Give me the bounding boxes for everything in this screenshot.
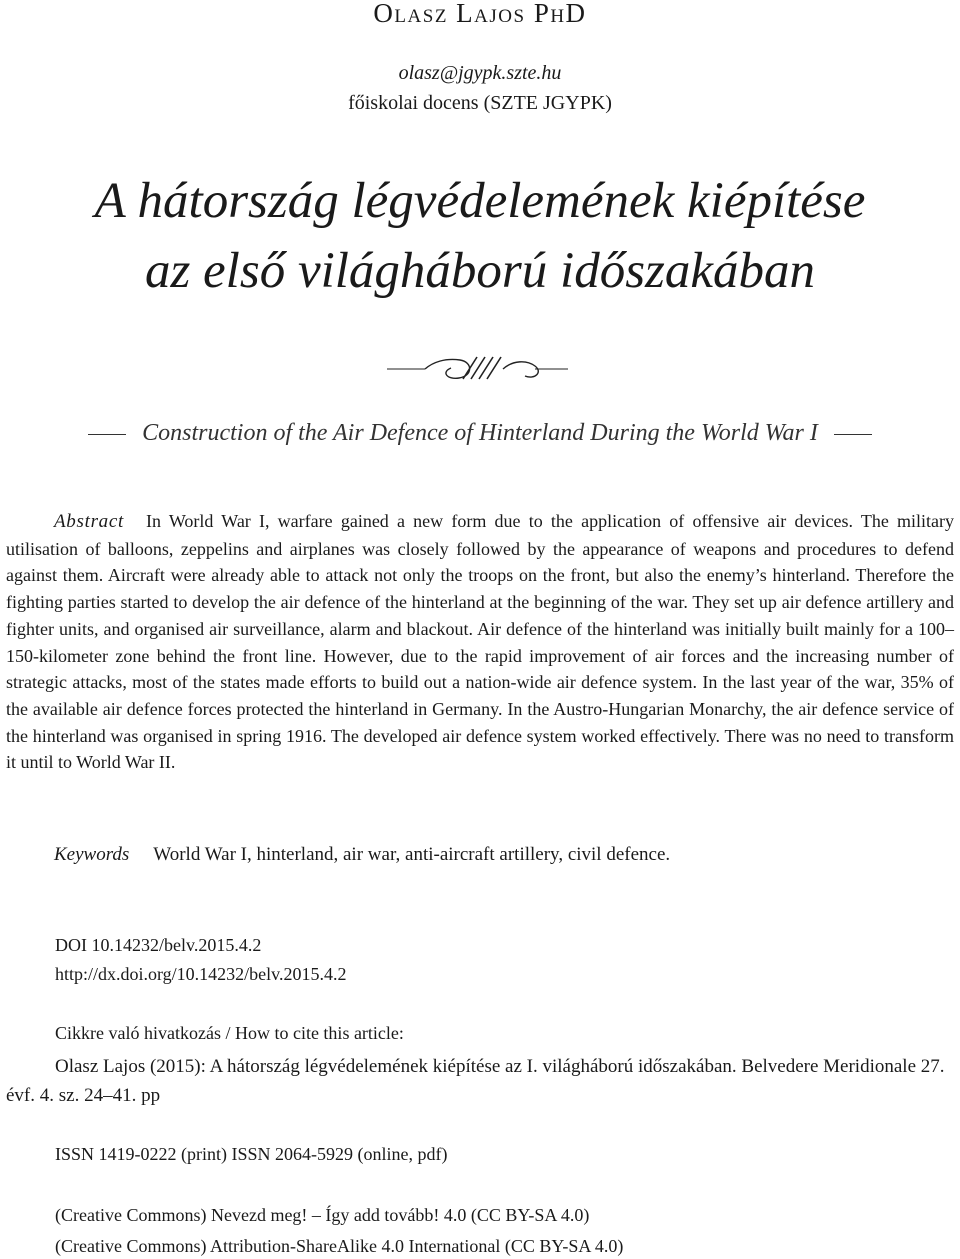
license-hungarian: (Creative Commons) Nevezd meg! – Így add tovább! 4.0 (CC BY-SA 4.0) — [55, 1205, 590, 1225]
author-name: Olasz Lajos PhD — [373, 0, 587, 28]
subtitle-dash-left — [88, 434, 126, 435]
author-position: főiskolai docens (SZTE JGYPK) — [348, 92, 612, 114]
abstract-block — [6, 508, 954, 776]
keywords-block — [54, 841, 670, 869]
english-subtitle — [0, 417, 960, 449]
abstract-label: Abstract — [54, 511, 124, 532]
title-ornament-flourish — [385, 352, 570, 386]
issn-line: ISSN 1419-0222 (print) ISSN 2064-5929 (online, pdf) — [55, 1144, 448, 1164]
doi-line: DOI 10.14232/belv.2015.4.2 — [55, 935, 262, 955]
doi-url-link[interactable]: http://dx.doi.org/10.14232/belv.2015.4.2 — [55, 964, 347, 984]
abstract-text: In World War I, warfare gained a new form due to the application of offensive air devices. The military utilisation of balloons, zeppelins and airplanes was closely followed by the appearance of weapons and procedures to defend against them. Aircraft were already able to attack not only the troops on the front, but also the enemy’s hinterland. Therefore the fighting parties started to develop the air defence of the hinterland at the beginning of the war. They set up air defence artillery and fighter units, and organised air surveillance, alarm and blackout. Air defence of the hinterland was initially built mainly for a 100–150-kilometer zone behind the front line. However, due to the rapid improvement of air forces and the increasing number of strategic attacks, most of the states made efforts to build out a nation-wide air defence system. In the last year of the war, 35% of the available air defence forces protected the hinterland in Germany. In the Austro-Hungarian Monarchy, the air defence service of the hinterland was organised in spring 1916. The developed air defence system worked effectively. There was no need to transform it until to World War II. — [6, 511, 954, 773]
keywords-text: World War I, hinterland, air war, anti-aircraft artillery, civil defence. — [153, 844, 671, 865]
keywords-label: Keywords — [54, 844, 130, 865]
subtitle-text: Construction of the Air Defence of Hinterland During the World War I — [142, 420, 818, 446]
author-email: olasz@jgypk.szte.hu — [398, 62, 562, 84]
subtitle-dash-right — [834, 434, 872, 435]
citation-text: Olasz Lajos (2015): A hátország légvédelemének kiépítése az I. világháború időszakában. Belvedere Meridionale 27. évf. 4. sz. 24–41. pp — [6, 1056, 945, 1106]
article-title-line-1: A hátország légvédelemének kiépítése — [94, 173, 866, 229]
license-english: (Creative Commons) Attribution-ShareAlike 4.0 International (CC BY-SA 4.0) — [55, 1236, 624, 1256]
citation-heading: Cikkre való hivatkozás / How to cite this article: — [55, 1023, 404, 1043]
article-title-line-2: az első világháború időszakában — [144, 243, 816, 299]
